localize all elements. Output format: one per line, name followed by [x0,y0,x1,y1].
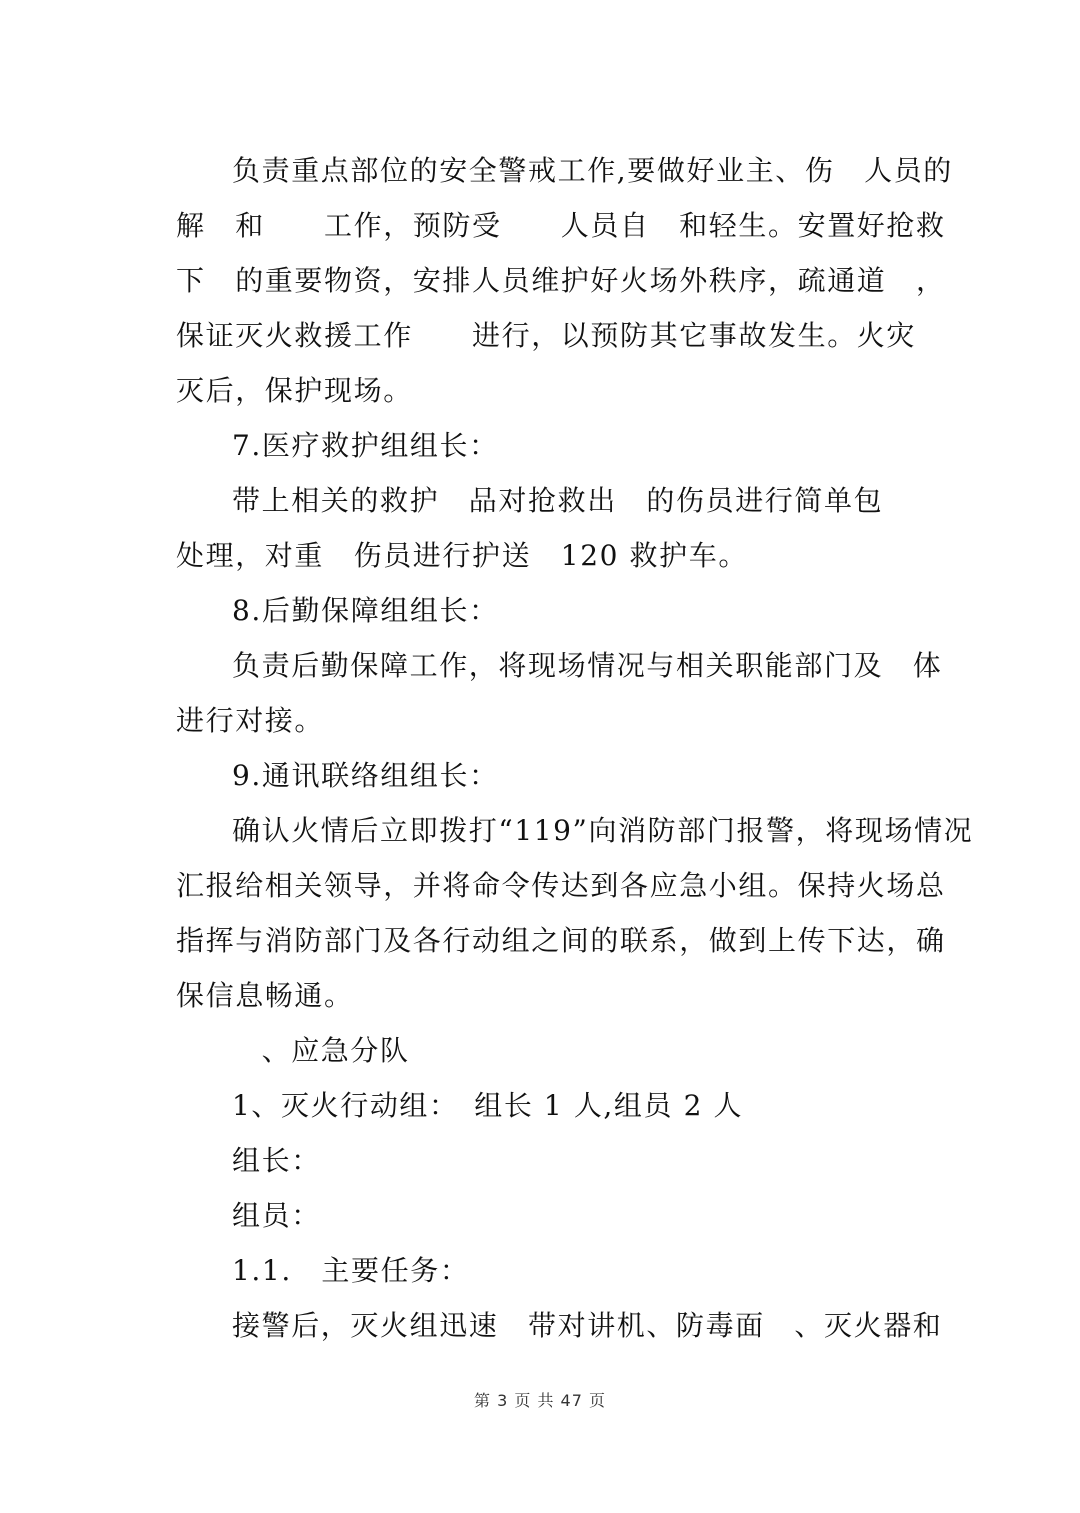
text-line-3: 下 的重要物资，安排人员维护好火场外秩序，疏通道 ， [176,264,946,297]
text-line-15: 指挥与消防部门及各行动组之间的联系，做到上传下达，确 [176,924,946,957]
text-line-7: 带上相关的救护 品对抢救出 的伤员进行简单包 [232,484,884,517]
text-line-14: 汇报给相关领导，并将命令传达到各应急小组。保持火场总 [176,869,946,902]
text-line-18: 1、灭火行动组： 组长 1 人,组员 2 人 [232,1089,744,1122]
section-heading-main-tasks: 1.1. 主要任务： [232,1254,470,1287]
text-line-group-members: 组员： [232,1199,321,1232]
text-line-1: 负责重点部位的安全警戒工作,要做好业主、伤 人员的 [232,154,953,187]
section-heading-logistics: 8.后勤保障组组长： [232,594,499,627]
text-line-8: 处理，对重 伤员进行护送 120 救护车。 [176,539,748,572]
text-line-11: 进行对接。 [176,704,325,737]
section-heading-communication: 9.通讯联络组组长： [232,759,499,792]
text-line-5: 灭后，保护现场。 [176,374,413,407]
text-line-2: 解 和 工作，预防受 人员自 和轻生。安置好抢救 [176,209,946,242]
text-line-4: 保证灭火救援工作 进行，以预防其它事故发生。火灾 [176,319,917,352]
text-line-13: 确认火情后立即拨打“119”向消防部门报警，将现场情况 [232,814,974,847]
text-line-16: 保信息畅通。 [176,979,354,1012]
section-heading-emergency-team: 、应急分队 [232,1034,410,1067]
text-line-22: 接警后，灭火组迅速 带对讲机、防毒面 、灭火器和 [232,1309,943,1342]
page-number-footer: 第 3 页 共 47 页 [474,1391,606,1410]
section-heading-medical: 7.医疗救护组组长： [232,429,499,462]
text-line-10: 负责后勤保障工作，将现场情况与相关职能部门及 体 [232,649,943,682]
text-line-group-leader: 组长： [232,1144,321,1177]
